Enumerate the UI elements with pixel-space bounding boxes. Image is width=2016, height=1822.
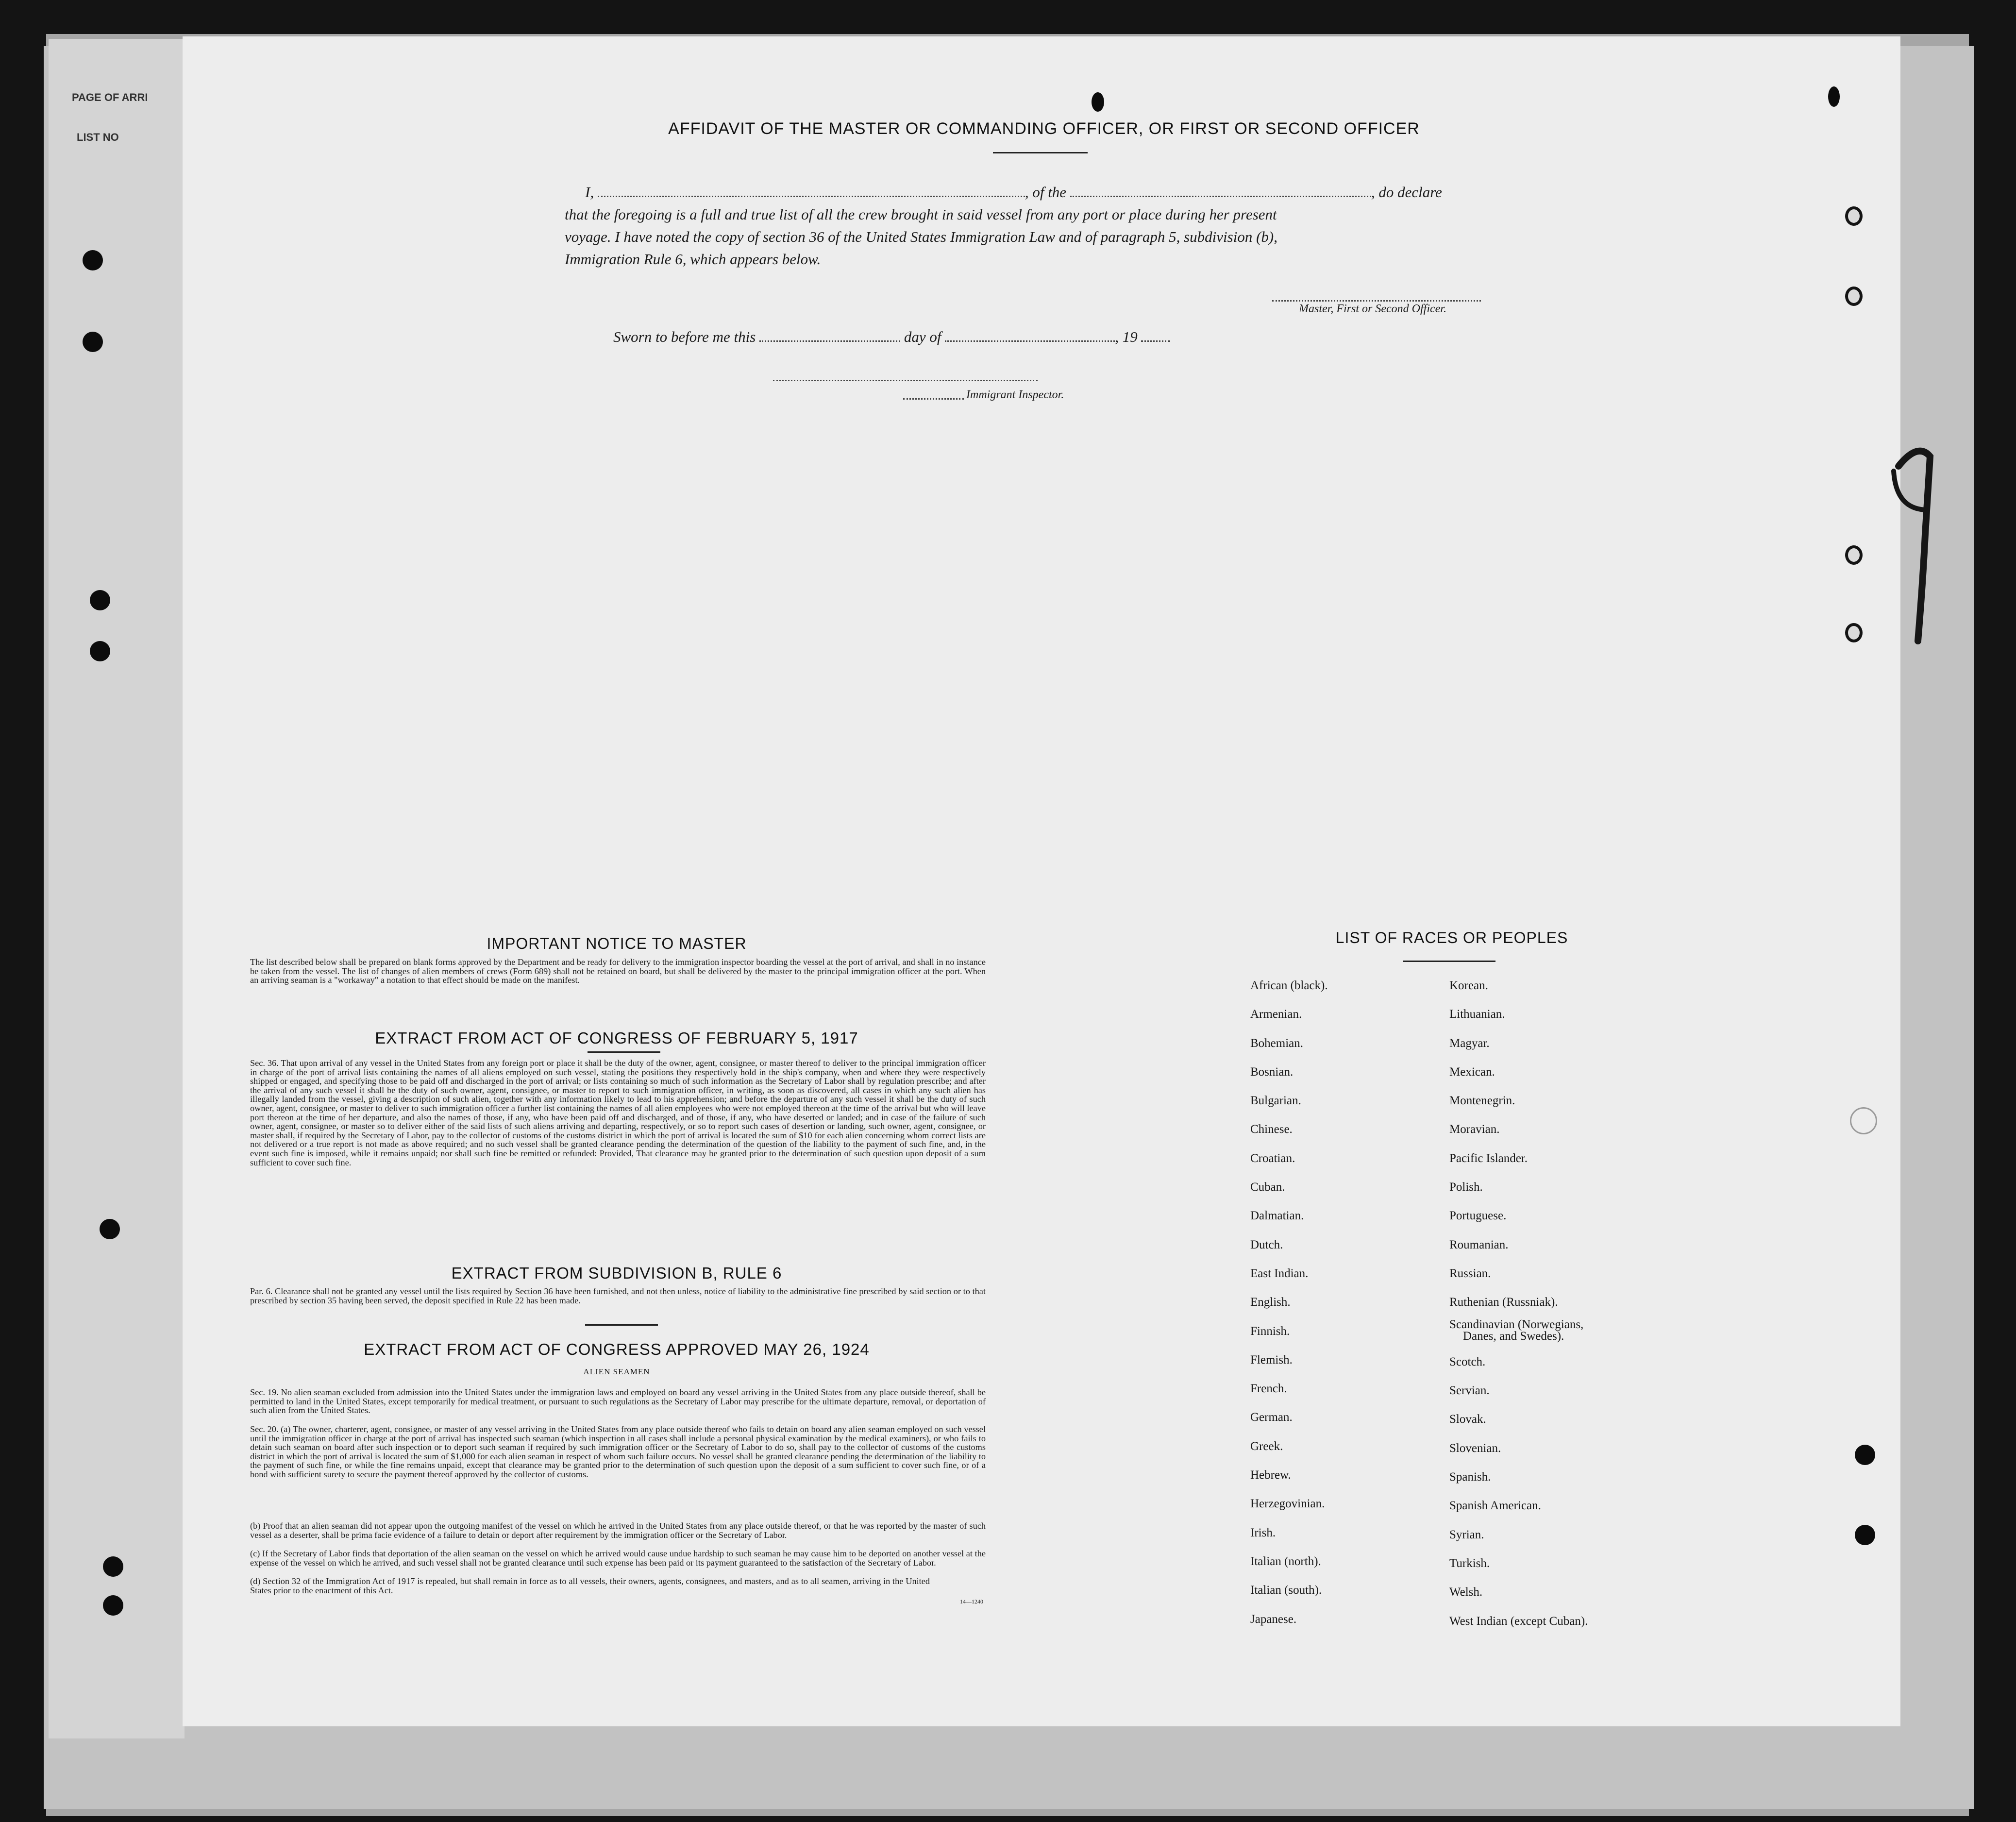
race-item: Bulgarian. [1250, 1094, 1301, 1108]
binder-hole [100, 1219, 120, 1239]
declare-of-the: , of the [1025, 184, 1067, 201]
race-item: Flemish. [1250, 1353, 1293, 1366]
sec20b-text: (b) Proof that an alien seaman did not appear upon the outgoing manifest of the vessel on which he arrived in the United States from any place outside thereof, or that he was reported by the master of such vessel as a deserter, shall be prima facie evidence of a failure to detain or deport after requirement by the immigration officer or the Secretary of Labor. [250, 1521, 986, 1540]
race-item: East Indian. [1250, 1266, 1309, 1280]
sec20a-text: Sec. 20. (a) The owner, charterer, agent, consignee, or master of any vessel arriving in the United States from any place outside thereof who fails to detain on board any alien seaman employed on such vessel until the immigration officer in charge at the port of arrival has inspected such seaman (which inspection in all cases shall include a personal physical examination by the medical examiners), or who fails to detain such seaman on board after such inspection or to deport such seaman if required by such immigration officer or the Secretary of Labor to do so, shall pay to the collector of customs of the customs district in which the port of arrival is located the sum of $1,000 for each alien seaman in respect of whom such failure occurs. No vessel shall be granted clearance pending the determination of the liability to the payment of such fine, or while the fine remains unpaid, except that clearance may be granted prior to the determination of such question upon the deposit of a sum sufficient to cover such fine, or of a bond with sufficient surety to secure the payment thereof approved by the collector of customs. [250, 1424, 986, 1479]
affidavit-body: that the foregoing is a full and true list of all the crew brought in said vessel from any port or place during her present [565, 206, 1277, 223]
race-item: Spanish. [1449, 1470, 1491, 1484]
sworn-day-blank[interactable] [759, 331, 900, 342]
sworn-line [613, 328, 1170, 346]
race-item: Magyar. [1449, 1036, 1490, 1050]
races-left-column [1250, 971, 1328, 1634]
section-rule [585, 1324, 658, 1326]
race-item: Syrian. [1449, 1528, 1484, 1541]
declare-do-declare: , do declare [1371, 184, 1442, 201]
declare-i: I, [585, 184, 594, 201]
sworn-year: , 19 [1115, 328, 1138, 345]
sworn-month-blank[interactable] [945, 331, 1115, 342]
binder-hole [103, 1556, 123, 1577]
race-item: Chinese. [1250, 1123, 1293, 1136]
race-item: Mexican. [1449, 1065, 1495, 1079]
race-item: Russian. [1449, 1266, 1491, 1280]
form-number: 14—1240 [960, 1598, 983, 1605]
race-item: Greek. [1250, 1439, 1283, 1453]
extract-1924-title: EXTRACT FROM ACT OF CONGRESS APPROVED MAY 26, 1924 [364, 1340, 870, 1358]
extract-1917-text: Sec. 36. That upon arrival of any vessel in the United States from any foreign port or place it shall be the duty of the owner, agent, consignee, or master thereof to deliver to the principal immigration officer in charge of the port of arrival lists containing the names of all aliens employed on such vessel, stating the positions they respectively hold in the ship's company, when and where they were respectively shipped or engaged, and specifying those to be paid off and discharged in the port of arrival; or lists containing so much of such information as the Secretary of Labor shall by regulation prescribe; and after the arrival of any such vessel it shall be the duty of such owner, agent, consignee, or master to report to such immigration officer, in writing, as soon as discovered, all cases in which any such alien has illegally landed from the vessel, giving a description of such alien, together with any information likely to lead to his apprehension; and before the departure of any such vessel it shall be the duty of such owner, agent, consignee, or master to deliver to such immigration officer a further list containing the names of all alien employees who were not employed thereon at the time of the arrival but who will leave port thereon at the time of her departure, and also the names of those, if any, who have been paid off and discharged, and of those, if any, who have deserted or landed; and in case of the failure of such owner, agent, consignee, or master so to deliver either of the said lists of such aliens arriving and departing, respectively, or so to report such cases of desertion or landing, such owner, agent, consignee, or master shall, if required by the Secretary of Labor, pay to the collector of customs of the customs district in which the port of arrival is located the sum of $10 for each alien concerning whom correct lists are not delivered or a true report is not made as above required; and no such vessel shall be granted clearance pending the determination of the question of the liability to the payment of such fine, and, in the event such fine is imposed, while it remains unpaid; nor shall such fine be remitted or refunded: Provided, That clearance may be granted prior to the determination of such question upon deposit of a sum sufficient to cover such fine. [250, 1058, 986, 1167]
affidavit-body: Immigration Rule 6, which appears below. [565, 251, 821, 268]
binder-hole [1845, 206, 1863, 226]
binder-hole [1092, 92, 1104, 112]
race-item: Servian. [1449, 1384, 1490, 1398]
race-item: African (black). [1250, 979, 1328, 992]
section-rule [588, 1051, 660, 1053]
race-item: Dalmatian. [1250, 1209, 1304, 1223]
vessel-blank[interactable] [1070, 186, 1371, 197]
race-item: Slovenian. [1449, 1441, 1501, 1455]
race-item: Italian (south). [1250, 1584, 1322, 1597]
race-item: Welsh. [1449, 1586, 1483, 1599]
race-item: Pacific Islander. [1449, 1151, 1528, 1165]
race-item: Turkish. [1449, 1556, 1490, 1570]
race-item: Cuban. [1250, 1181, 1285, 1194]
binder-hole [1845, 287, 1863, 306]
notice-text: The list described below shall be prepared on blank forms approved by the Department and be ready for delivery to the immigration inspector boarding the vessel at the port of arrival, and shall in no instance be taken from the vessel. The list of changes of alien members of crews (Form 689) shall not be retained on board, but shall be delivered by the master to the principal immigration officer at the port. When an arriving seaman is a "workaway" a notation to that effect should be made on the manifest. [250, 957, 986, 985]
race-item: Slovak. [1449, 1413, 1486, 1426]
race-item: English. [1250, 1296, 1291, 1309]
declaration-line [585, 184, 1442, 201]
sec19-text: Sec. 19. No alien seaman excluded from admission into the United States under the immigration laws and employed on board any vessel arriving in the United States from any place outside thereof, shall be permitted to land in the United States, except temporarily for medical treatment, or pursuant to such regulations as the Secretary of Labor may prescribe for the ultimate departure, removal, or deportation of such alien from the United States. [250, 1387, 986, 1416]
sworn-day-of: day of [904, 328, 941, 345]
race-item: Spanish American. [1449, 1499, 1541, 1513]
edge-tab-text: LIST NO [77, 131, 119, 143]
extract-1917-title: EXTRACT FROM ACT OF CONGRESS OF FEBRUARY 5, 1917 [375, 1029, 858, 1047]
race-item-line1: Scandinavian (Norwegians, [1449, 1317, 1584, 1331]
race-item: Roumanian. [1449, 1238, 1509, 1251]
binder-hole [1845, 545, 1863, 565]
race-item: Polish. [1449, 1181, 1483, 1194]
race-item: Ruthenian (Russniak). [1449, 1296, 1558, 1309]
race-item: French. [1250, 1382, 1287, 1396]
race-item: Finnish. [1250, 1324, 1290, 1338]
inspector-label: Immigrant Inspector. [966, 388, 1064, 401]
binder-hole [1828, 86, 1840, 107]
sec20d-text: (d) Section 32 of the Immigration Act of 1917 is repealed, but shall remain in force as to all vessels, their owners, agents, consignees, and masters, and as to all seamen, arriving in the United States prior to the enactment of this Act. [250, 1576, 930, 1595]
notice-title: IMPORTANT NOTICE TO MASTER [487, 935, 747, 952]
race-item: Croatian. [1250, 1151, 1295, 1165]
race-item: Irish. [1250, 1526, 1276, 1539]
races-right-column [1449, 971, 1588, 1636]
race-item: Korean. [1449, 979, 1488, 992]
binder-hole [90, 641, 110, 661]
race-item: Italian (north). [1250, 1554, 1321, 1568]
sworn-prefix: Sworn to before me this [613, 328, 756, 345]
race-item: Herzegovinian. [1250, 1497, 1325, 1511]
section-rule [1403, 961, 1495, 962]
binder-hole [83, 332, 103, 352]
race-item: Portuguese. [1449, 1209, 1507, 1223]
race-item: Hebrew. [1250, 1468, 1291, 1482]
inspector-line-short [903, 388, 964, 400]
binder-hole [103, 1595, 123, 1616]
binder-hole [1855, 1445, 1875, 1465]
extract-rule6-title: EXTRACT FROM SUBDIVISION B, RULE 6 [451, 1264, 782, 1282]
races-title: LIST OF RACES OR PEOPLES [1335, 929, 1568, 946]
race-item: Scotch. [1449, 1355, 1486, 1368]
signature-label: Master, First or Second Officer. [1299, 303, 1446, 315]
race-item: Bohemian. [1250, 1036, 1304, 1050]
sworn-year-blank[interactable] [1141, 331, 1170, 342]
binder-hole [1845, 623, 1863, 642]
inspector-line[interactable] [773, 370, 1038, 381]
title-rule [993, 152, 1088, 153]
race-item: West Indian (except Cuban). [1449, 1614, 1588, 1628]
left-page-edge [49, 39, 185, 1738]
alien-seamen-subtitle: ALIEN SEAMEN [583, 1367, 650, 1376]
svg-text:4: 4 [1879, 437, 1880, 438]
race-item: Japanese. [1250, 1612, 1297, 1626]
binder-hole [1850, 1107, 1877, 1134]
race-item: German. [1250, 1411, 1293, 1424]
affidavit-title: AFFIDAVIT OF THE MASTER OR COMMANDING OFFICER, OR FIRST OR SECOND OFFICER [668, 119, 1420, 138]
race-item: Dutch. [1250, 1238, 1283, 1251]
name-blank[interactable] [598, 186, 1025, 197]
race-item: Montenegrin. [1449, 1094, 1515, 1108]
signature-line[interactable] [1272, 290, 1481, 302]
extract-rule6-text: Par. 6. Clearance shall not be granted any vessel until the lists required by Section 36 have been furnished, and not then unless, notice of liability to the administrative fine prescribed by said section or to that prescribed by section 35 having been served, the deposit specified in Rule 22 has been made. [250, 1286, 986, 1305]
sec20c-text: (c) If the Secretary of Labor finds that deportation of the alien seaman on the vessel on which he arrived would cause undue hardship to such seaman he may cause him to be deported on another vessel at the expense of the vessel on which he arrived, and such vessel shall not be granted clearance until such expense has been paid or its payment guaranteed to the satisfaction of the Secretary of Labor. [250, 1549, 986, 1568]
race-item [1449, 1317, 1588, 1348]
binder-hole [83, 250, 103, 270]
handwritten-page-number [1879, 437, 1947, 651]
race-item-line2: Danes, and Swedes). [1463, 1329, 1564, 1343]
binder-hole [90, 590, 110, 610]
race-item: Bosnian. [1250, 1065, 1294, 1079]
race-item: Moravian. [1449, 1123, 1500, 1136]
affidavit-body: voyage. I have noted the copy of section 36 of the United States Immigration Law and of paragraph 5, subdivision (b), [565, 228, 1277, 245]
edge-tab-text: PAGE OF ARRI [72, 91, 148, 103]
race-item: Armenian. [1250, 1008, 1302, 1021]
race-item: Lithuanian. [1449, 1008, 1505, 1021]
binder-hole [1855, 1525, 1875, 1545]
